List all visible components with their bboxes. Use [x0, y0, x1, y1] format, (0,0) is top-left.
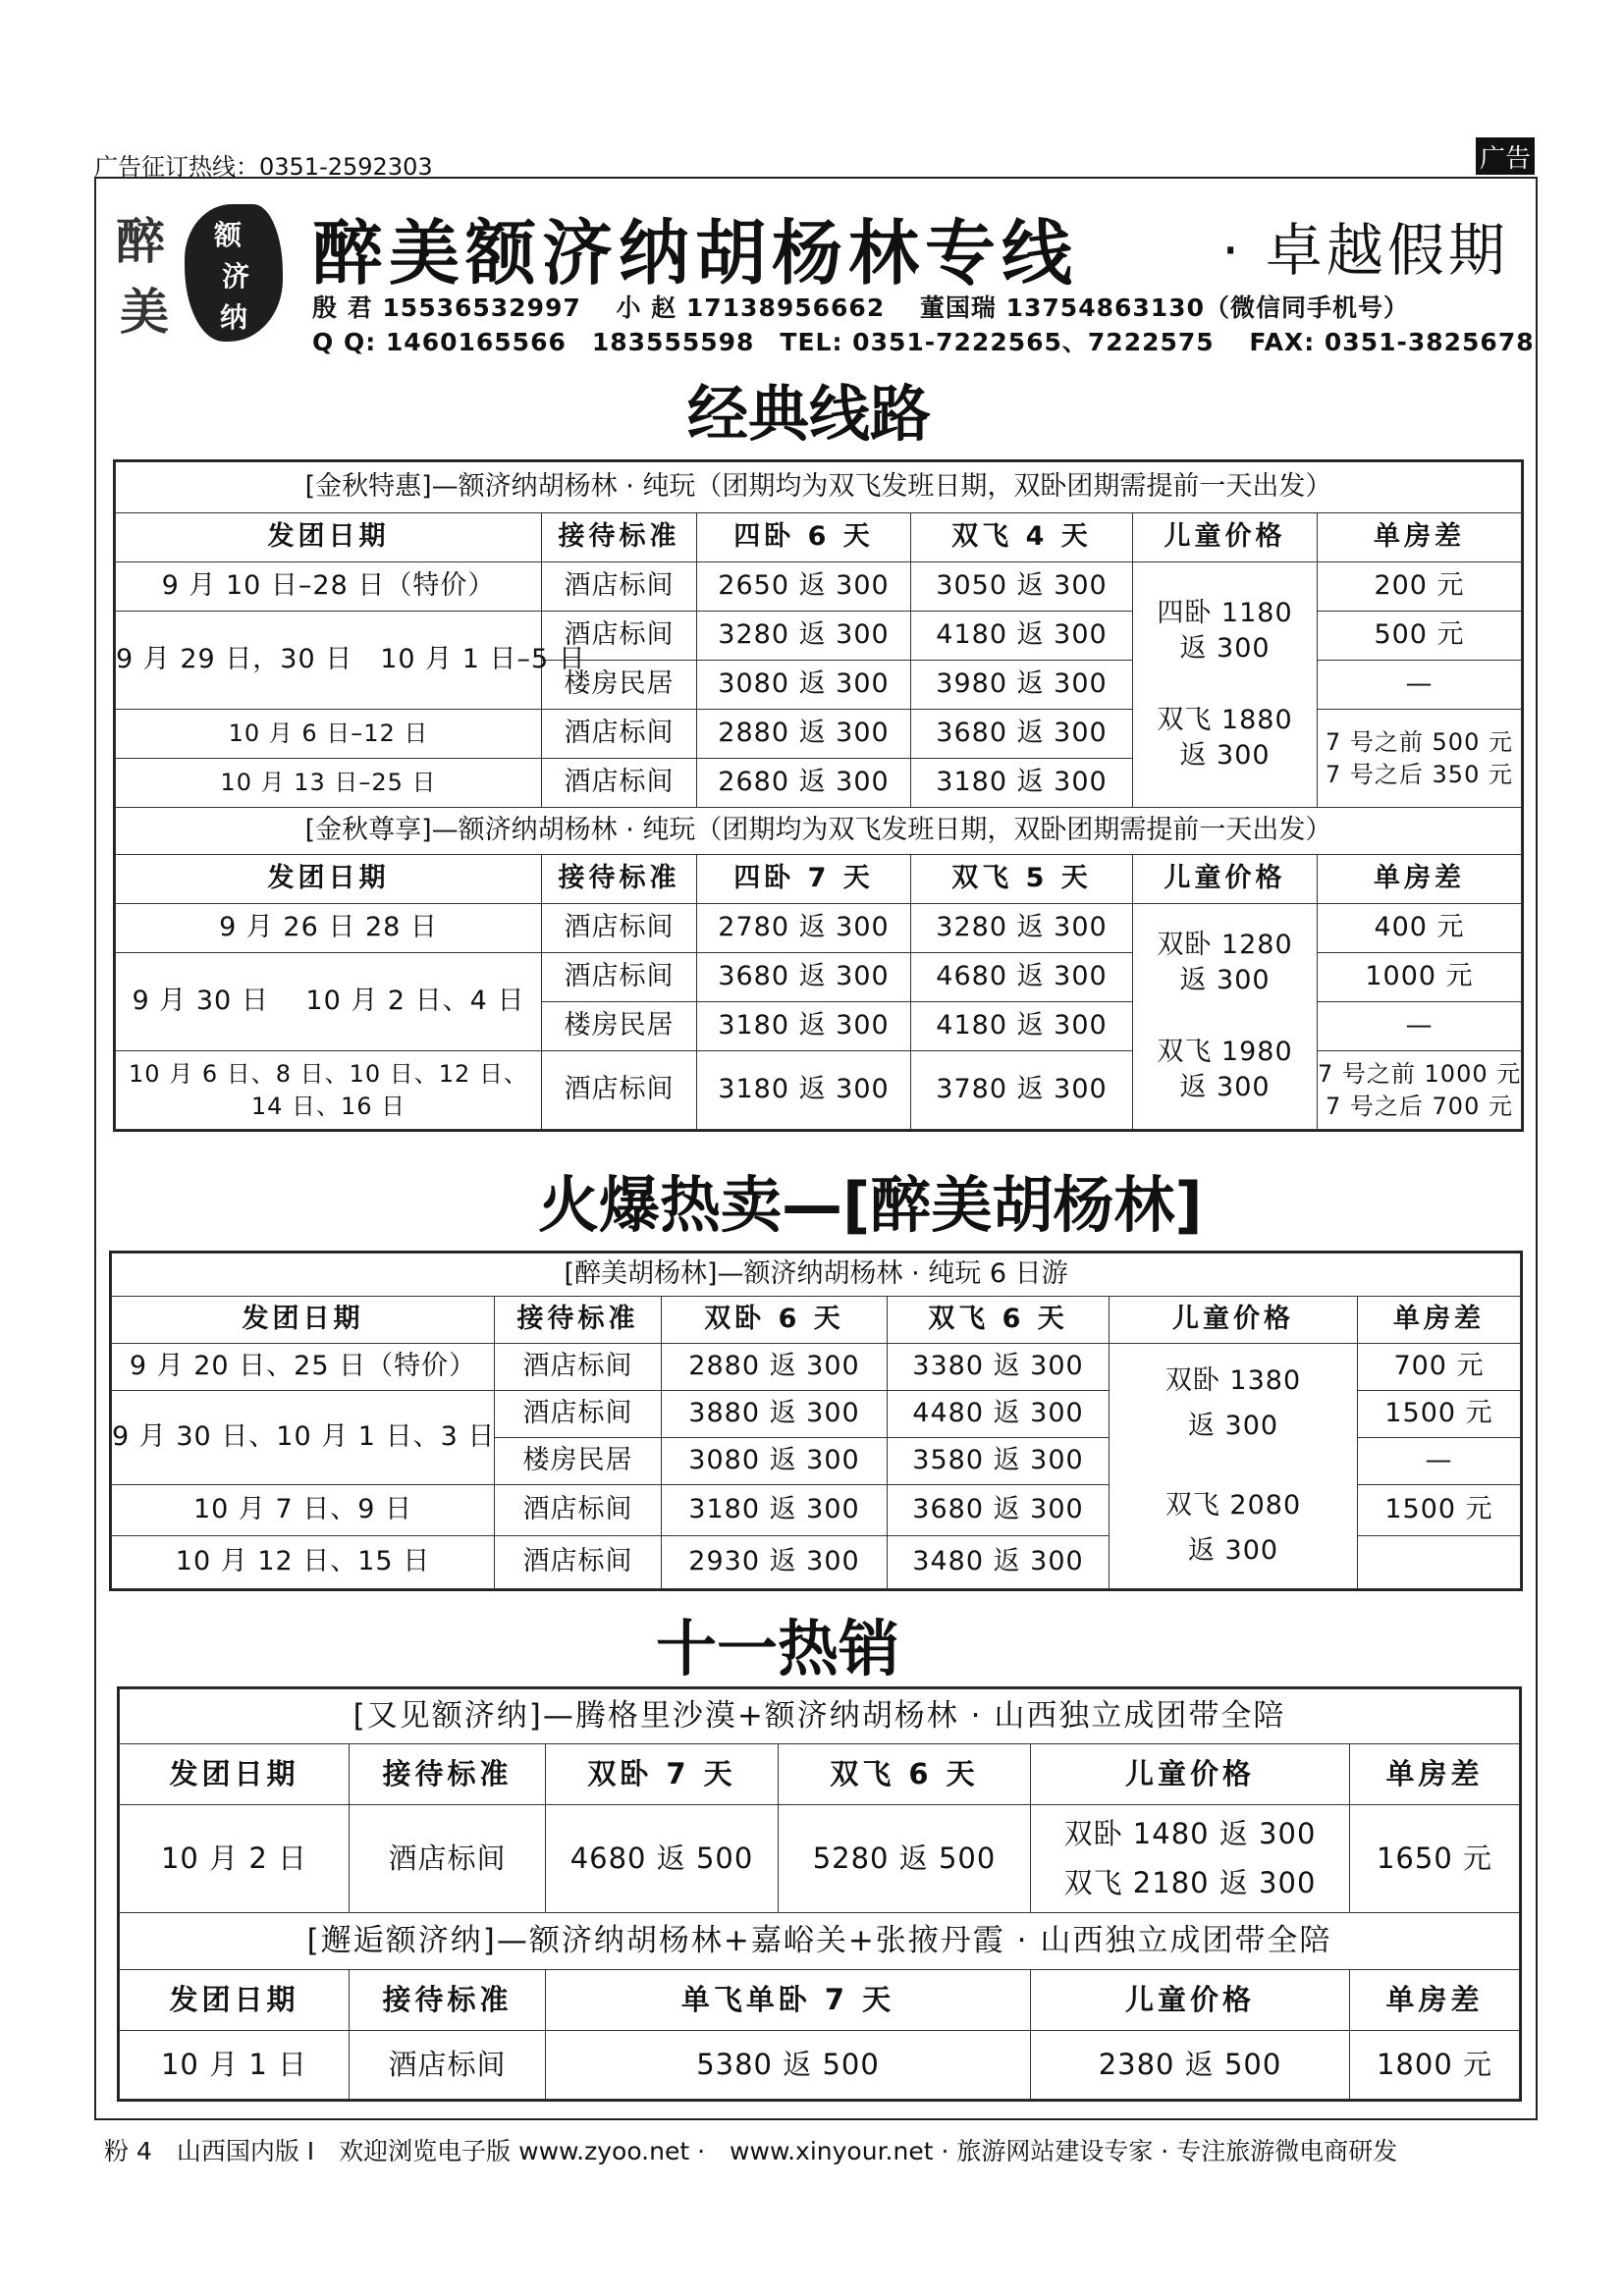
- child-price: 四卧 1180: [1157, 597, 1293, 628]
- date-cell: 9 月 20 日、25 日（特价）: [112, 1344, 495, 1391]
- single-room-note: 7 号之后 700 元: [1326, 1092, 1513, 1120]
- price-cell: 3280 返 300: [697, 612, 911, 661]
- column-header: 发团日期: [112, 1297, 495, 1344]
- table-title: [金秋尊享]—额济纳胡杨林 · 纯玩（团期均为双飞发班日期，双卧团期需提前一天出发）: [116, 808, 1522, 855]
- price-cell: 3380 返 300: [888, 1344, 1110, 1391]
- child-price-cell: [1110, 1344, 1358, 1589]
- column-header: 发团日期: [116, 513, 542, 562]
- table-row: [112, 1344, 1521, 1391]
- column-header: 接待标准: [350, 1744, 546, 1805]
- single-room-cell: 400 元: [1318, 904, 1522, 953]
- single-room-cell: —: [1358, 1438, 1521, 1485]
- price-cell: 4180 返 300: [911, 1002, 1133, 1051]
- single-room-cell: 700 元: [1358, 1344, 1521, 1391]
- column-header: 双飞 4 天: [911, 513, 1133, 562]
- column-header: 儿童价格: [1031, 1970, 1350, 2031]
- column-header: 单房差: [1318, 855, 1522, 904]
- child-price: 双卧 1480 返 300: [1063, 1817, 1317, 1851]
- price-table-national-day: [119, 1688, 1520, 2100]
- column-header: 接待标准: [350, 1970, 546, 2031]
- price-cell: 4680 返 500: [546, 1805, 779, 1913]
- date-cell: 9 月 26 日 28 日: [116, 904, 542, 953]
- table-row: [116, 904, 1522, 953]
- price-cell: 3180 返 300: [697, 1002, 911, 1051]
- price-cell: 3080 返 300: [697, 661, 911, 710]
- section-title-hot: 火爆热卖—[醉美胡杨林]: [538, 1169, 1203, 1241]
- child-price-cell: [1133, 562, 1318, 808]
- section-title-classic: 经典线路: [687, 378, 932, 450]
- price-cell: 3680 返 300: [911, 710, 1133, 759]
- ad-hotline: 广告征订热线：0351-2592303: [94, 153, 433, 181]
- standard-cell: 酒店标间: [542, 759, 697, 808]
- child-price: 返 300: [1187, 1534, 1279, 1566]
- single-room-cell: [1358, 1536, 1521, 1589]
- contact-info: [312, 291, 1535, 359]
- child-price: 返 300: [1187, 1411, 1279, 1442]
- price-cell: 3180 返 300: [911, 759, 1133, 808]
- price-cell: 3180 返 300: [662, 1485, 888, 1536]
- column-header: 儿童价格: [1133, 855, 1318, 904]
- price-cell: 5280 返 500: [779, 1805, 1031, 1913]
- single-room-note: 7 号之后 350 元: [1326, 760, 1513, 788]
- date-cell: 9 月 29 日，30 日 10 月 1 日–5 日: [116, 612, 542, 710]
- child-price: 双飞 1980: [1157, 1036, 1293, 1067]
- logo-char: 纳: [220, 301, 248, 334]
- column-header: 四卧 7 天: [697, 855, 911, 904]
- contact-line: 殷 君 15536532997 小 赵 17138956662 董国瑞 13754863130（微信同手机号）: [312, 294, 1409, 322]
- single-room-cell: —: [1318, 661, 1522, 710]
- single-room-cell: 1500 元: [1358, 1391, 1521, 1438]
- column-header: 儿童价格: [1110, 1297, 1358, 1344]
- price-cell: 3980 返 300: [911, 661, 1133, 710]
- child-price-cell: [1133, 904, 1318, 1130]
- price-cell: 3680 返 300: [697, 953, 911, 1002]
- price-cell: 4680 返 300: [911, 953, 1133, 1002]
- logo-char: 额: [214, 219, 243, 251]
- child-price: 返 300: [1179, 739, 1271, 771]
- standard-cell: 酒店标间: [495, 1536, 662, 1589]
- brand-subtitle: · 卓越假期: [1221, 217, 1509, 284]
- price-table-drunk-beauty: [111, 1253, 1521, 1589]
- column-header: 儿童价格: [1031, 1744, 1350, 1805]
- column-header: 接待标准: [495, 1297, 662, 1344]
- single-room-note: 7 号之前 500 元: [1326, 728, 1513, 757]
- standard-cell: 酒店标间: [495, 1344, 662, 1391]
- child-price: 双飞 2180 返 300: [1063, 1865, 1317, 1899]
- column-header: 双卧 7 天: [546, 1744, 779, 1805]
- column-header: 单房差: [1350, 1970, 1520, 2031]
- column-header: 双飞 6 天: [888, 1297, 1110, 1344]
- date-cell: 10 月 1 日: [120, 2031, 350, 2100]
- price-cell: 3680 返 300: [888, 1485, 1110, 1536]
- column-header: 发团日期: [120, 1970, 350, 2031]
- table-title: [醉美胡杨林]—额济纳胡杨林 · 纯玩 6 日游: [112, 1254, 1521, 1297]
- table-row: [120, 2031, 1520, 2100]
- price-cell: 3480 返 300: [888, 1536, 1110, 1589]
- page-footer: 粉 4 山西国内版 Ⅰ 欢迎浏览电子版 www.zyoo.net · www.xinyour.net · 旅游网站建设专家 · 专注旅游微电商研发: [104, 2137, 1398, 2165]
- standard-cell: 酒店标间: [542, 562, 697, 612]
- column-header: 发团日期: [120, 1744, 350, 1805]
- date-cell: 9 月 30 日、10 月 1 日、3 日: [112, 1391, 495, 1485]
- child-price: 返 300: [1179, 1071, 1271, 1102]
- price-cell: 2650 返 300: [697, 562, 911, 612]
- table-title: [邂逅额济纳]—额济纳胡杨林+嘉峪关+张掖丹霞 · 山西独立成团带全陪: [120, 1913, 1520, 1970]
- column-header: 单房差: [1318, 513, 1522, 562]
- child-price: 返 300: [1179, 965, 1271, 996]
- price-cell: 3050 返 300: [911, 562, 1133, 612]
- standard-cell: 楼房民居: [542, 1002, 697, 1051]
- price-table-golden-autumn-special: [115, 461, 1522, 1130]
- column-header: 双卧 6 天: [662, 1297, 888, 1344]
- price-cell: 4480 返 300: [888, 1391, 1110, 1438]
- table-title: [金秋特惠]—额济纳胡杨林 · 纯玩（团期均为双飞发班日期，双卧团期需提前一天出发）: [116, 462, 1522, 513]
- column-header: 接待标准: [542, 855, 697, 904]
- price-cell: 4180 返 300: [911, 612, 1133, 661]
- ad-tag: 广告: [1476, 137, 1535, 175]
- standard-cell: 酒店标间: [542, 710, 697, 759]
- single-room-cell: 200 元: [1318, 562, 1522, 612]
- child-price: 返 300: [1179, 633, 1271, 665]
- price-cell: 3580 返 300: [888, 1438, 1110, 1485]
- column-header: 发团日期: [116, 855, 542, 904]
- standard-cell: 楼房民居: [495, 1438, 662, 1485]
- column-header: 双飞 5 天: [911, 855, 1133, 904]
- single-room-cell: 1000 元: [1318, 953, 1522, 1002]
- standard-cell: 酒店标间: [542, 904, 697, 953]
- date-cell: 10 月 13 日–25 日: [116, 759, 542, 808]
- price-cell: 2930 返 300: [662, 1536, 888, 1589]
- child-price: 双卧 1280: [1157, 929, 1293, 960]
- price-cell: 2880 返 300: [662, 1344, 888, 1391]
- column-header: 双飞 6 天: [779, 1744, 1031, 1805]
- logo-char: 济: [222, 260, 250, 293]
- date-cell: [116, 1051, 542, 1130]
- date-cell: 9 月 10 日–28 日（特价）: [116, 562, 542, 612]
- price-cell: 2680 返 300: [697, 759, 911, 808]
- standard-cell: 酒店标间: [350, 1805, 546, 1913]
- column-header: 单房差: [1358, 1297, 1521, 1344]
- brand-title: 醉美额济纳胡杨林专线: [312, 212, 1079, 294]
- date-line: 14 日、16 日: [250, 1092, 406, 1120]
- single-room-cell: 1500 元: [1358, 1485, 1521, 1536]
- price-cell: 3280 返 300: [911, 904, 1133, 953]
- child-price: 双卧 1380: [1164, 1364, 1302, 1396]
- price-cell: 3180 返 300: [697, 1051, 911, 1130]
- child-price: 双飞 1880: [1157, 704, 1293, 735]
- date-cell: 10 月 12 日、15 日: [112, 1536, 495, 1589]
- standard-cell: 酒店标间: [495, 1391, 662, 1438]
- table-row: [116, 562, 1522, 612]
- column-header: 儿童价格: [1133, 513, 1318, 562]
- price-cell: 3080 返 300: [662, 1438, 888, 1485]
- price-cell: 2880 返 300: [697, 710, 911, 759]
- section-title-national-day: 十一热销: [656, 1613, 900, 1684]
- column-header: 四卧 6 天: [697, 513, 911, 562]
- standard-cell: 酒店标间: [495, 1485, 662, 1536]
- single-room-cell: 1800 元: [1350, 2031, 1520, 2100]
- child-price-cell: [1031, 1805, 1350, 1913]
- single-room-note: 7 号之前 1000 元: [1318, 1060, 1522, 1089]
- logo-char: 美: [120, 283, 169, 341]
- contact-line: Q Q: 1460165566 183555598 TEL: 0351-7222565、7222575 FAX: 0351-3825678: [312, 328, 1535, 356]
- child-price: 双飞 2080: [1164, 1489, 1302, 1521]
- price-cell: 3780 返 300: [911, 1051, 1133, 1130]
- date-cell: 10 月 6 日–12 日: [116, 710, 542, 759]
- date-line: 10 月 6 日、8 日、10 日、12 日、: [129, 1060, 528, 1089]
- standard-cell: 酒店标间: [350, 2031, 546, 2100]
- single-room-cell: —: [1318, 1002, 1522, 1051]
- single-room-cell: [1318, 1051, 1522, 1130]
- single-room-cell: 500 元: [1318, 612, 1522, 661]
- date-cell: 9 月 30 日 10 月 2 日、4 日: [116, 953, 542, 1051]
- standard-cell: 酒店标间: [542, 612, 697, 661]
- logo-char: 醉: [116, 212, 165, 270]
- table-row: [120, 1805, 1520, 1913]
- column-header: 接待标准: [542, 513, 697, 562]
- date-cell: 10 月 7 日、9 日: [112, 1485, 495, 1536]
- table-title: [又见额济纳]—腾格里沙漠+额济纳胡杨林 · 山西独立成团带全陪: [120, 1689, 1520, 1744]
- logo: [116, 194, 283, 351]
- price-cell: 5380 返 500: [546, 2031, 1031, 2100]
- child-price-cell: 2380 返 500: [1031, 2031, 1350, 2100]
- price-cell: 2780 返 300: [697, 904, 911, 953]
- standard-cell: 酒店标间: [542, 1051, 697, 1130]
- price-cell: 3880 返 300: [662, 1391, 888, 1438]
- standard-cell: 楼房民居: [542, 661, 697, 710]
- column-header: 单房差: [1350, 1744, 1520, 1805]
- date-cell: 10 月 2 日: [120, 1805, 350, 1913]
- column-header: 单飞单卧 7 天: [546, 1970, 1031, 2031]
- standard-cell: 酒店标间: [542, 953, 697, 1002]
- single-room-cell: 1650 元: [1350, 1805, 1520, 1913]
- single-room-cell: [1318, 710, 1522, 808]
